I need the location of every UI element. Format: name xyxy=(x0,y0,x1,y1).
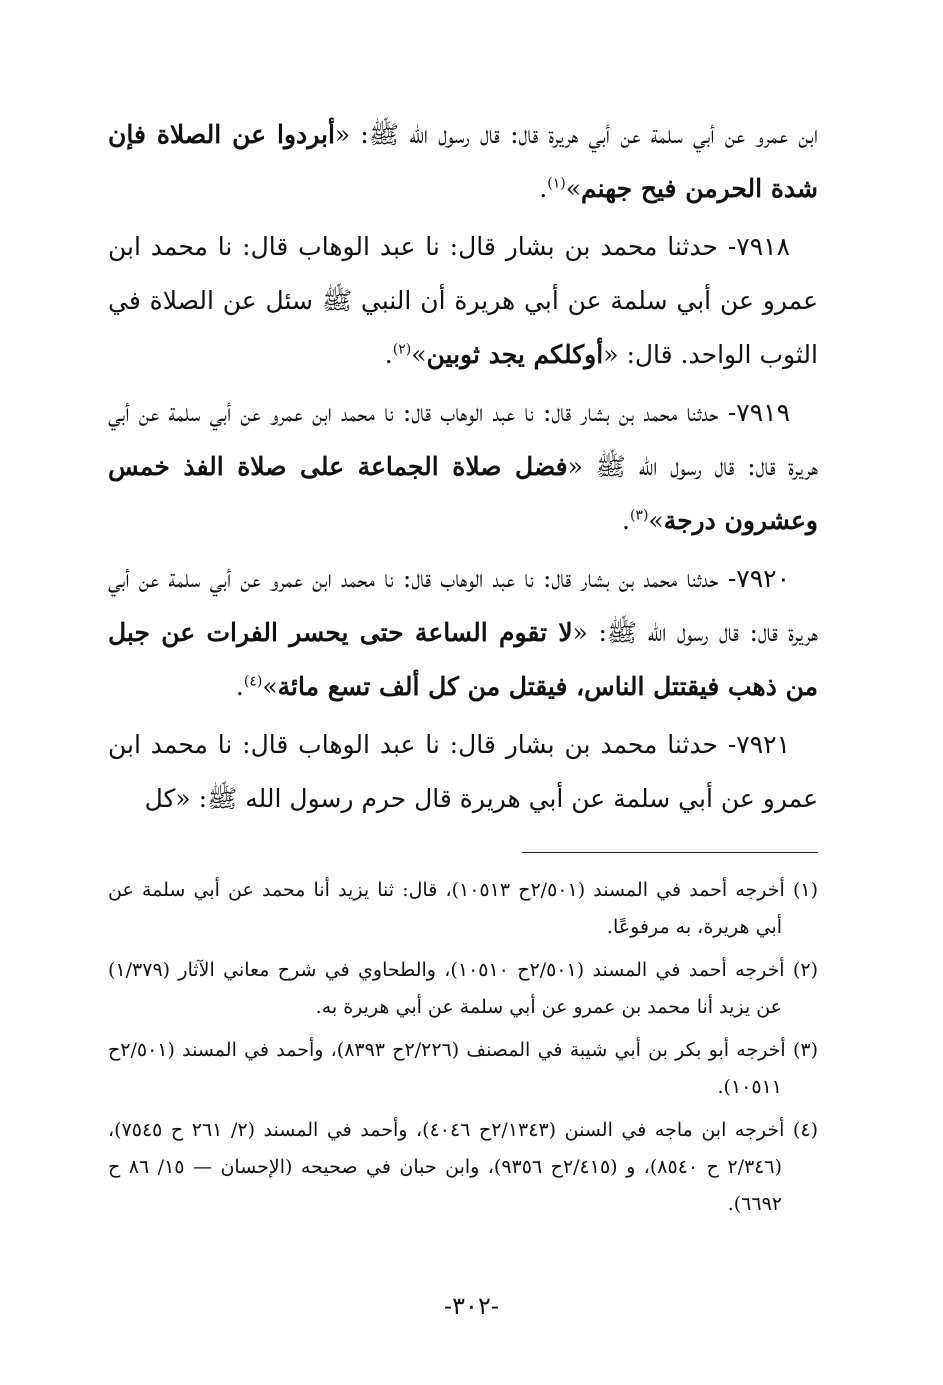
footnote-2: (٢) أخرجه أحمد في المسند (٢/٥٠١ح ١٠٥١٠)، والطحاوي في شرح معاني الآثار (١/٣٧٩) عن يزيد أنا محمد بن عمرو عن أبي سلمة عن أبي هريرة به. xyxy=(108,959,818,1018)
hadith-text: أوكلكم يجد ثوبين xyxy=(426,340,604,369)
quote-close: » xyxy=(262,672,278,701)
plain-text: ٧٩١٩- حدثنا محمد بن بشار قال: نا عبد الوهاب قال: نا محمد ابن عمرو عن أبي سلمة عن أبي هريرة قال: قال رسول الله ﷺ « xyxy=(108,398,818,481)
footnotes xyxy=(108,872,818,1229)
footnote-4: (٤) أخرجه ابن ماجه في السنن (٢/١٣٤٣ح ٤٠٤٦)، وأحمد في المسند (٢/ ٢٦١ ح ٧٥٤٥)، (٢/٣٤٦ ح ٨٥٤٠)، و (٢/٤١٥ح ٩٣٥٦)، وابن حبان في صحيحه (الإحسان — ١٥/ ٨٦ ح ٦٦٩٢). xyxy=(108,1119,818,1215)
period: . xyxy=(235,672,244,701)
page-number: -٣٠٢- xyxy=(444,1292,499,1320)
hadith-text: لا تقوم الساعة حتى يحسر الفرات عن جبل من ذهب فيقتتل الناس، فيقتل من كل ألف تسع مائة xyxy=(108,618,818,701)
paragraph-7920 xyxy=(108,552,818,714)
quote-close: » xyxy=(565,174,581,203)
plain-text: ٧٩٢١- حدثنا محمد بن بشار قال: نا عبد الوهاب قال: نا محمد ابن عمرو عن أبي سلمة عن أبي هريرة قال حرم رسول الله ﷺ: «كل xyxy=(108,730,818,813)
paragraph-7918 xyxy=(108,220,818,382)
hadith-text: فضل صلاة الجماعة على صلاة الفذ خمس وعشرون درجة xyxy=(108,452,818,535)
paragraph-7919 xyxy=(108,386,818,548)
paragraph-1 xyxy=(108,108,818,216)
footnote-divider xyxy=(522,852,818,853)
period: . xyxy=(384,340,393,369)
plain-text: ٧٩٢٠- حدثنا محمد بن بشار قال: نا عبد الوهاب قال: نا محمد ابن عمرو عن أبي سلمة عن أبي هريرة قال: قال رسول الله ﷺ: « xyxy=(108,564,818,647)
period: . xyxy=(539,174,548,203)
period: . xyxy=(621,506,630,535)
main-text xyxy=(108,108,818,830)
hadith-text: أبردوا عن الصلاة فإن شدة الحرمن فيح جهنم xyxy=(108,120,818,203)
footnote-1: (١) أخرجه أحمد في المسند (٢/٥٠١ح ١٠٥١٣)، قال: ثنا يزيد أنا محمد عن أبي سلمة عن أبي هريرة، به مرفوعًا. xyxy=(108,879,818,938)
footnote-ref-4[interactable]: (٤) xyxy=(243,673,263,690)
footnote-ref-3[interactable]: (٣) xyxy=(629,507,649,524)
plain-text: ٧٩١٨- حدثنا محمد بن بشار قال: نا عبد الوهاب قال: نا محمد ابن عمرو عن أبي سلمة عن أبي هريرة أن النبي ﷺ سئل عن الصلاة في الثوب الواحد. قال: « xyxy=(108,232,818,369)
footnote-3: (٣) أخرجه أبو بكر بن أبي شيبة في المصنف (٢/٢٢٦ح ٨٣٩٣)، وأحمد في المسند (٢/٥٠١ح ١٠٥١١). xyxy=(108,1039,818,1098)
paragraph-7921 xyxy=(108,718,818,826)
footnote-ref-1[interactable]: (١) xyxy=(547,175,566,192)
plain-text: ابن عمرو عن أبي سلمة عن أبي هريرة قال: قال رسول الله ﷺ: « xyxy=(334,120,818,149)
footnote-ref-2[interactable]: (٢) xyxy=(392,341,412,358)
quote-close: » xyxy=(648,506,664,535)
quote-close: » xyxy=(411,340,427,369)
